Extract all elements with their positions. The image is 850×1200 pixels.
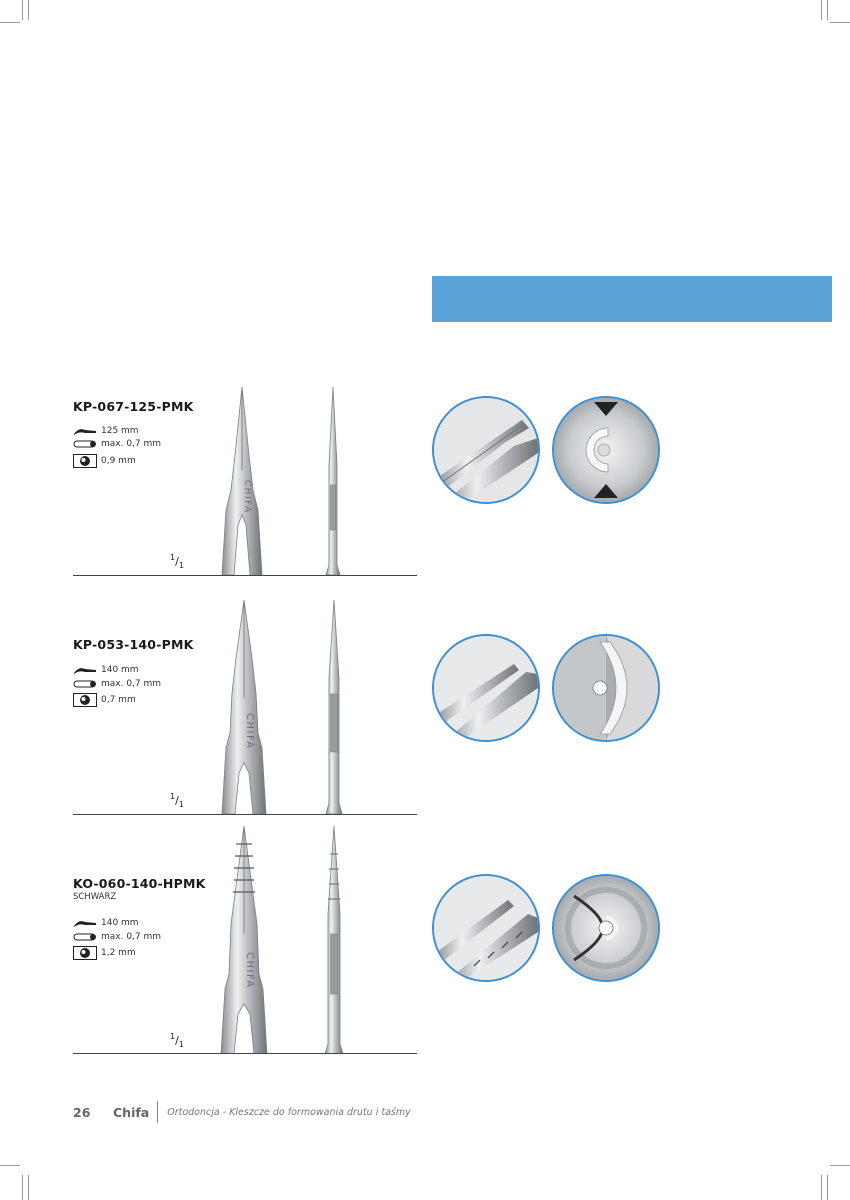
- tip-value: 0,7 mm: [101, 695, 136, 705]
- crop-mark: [28, 1175, 29, 1200]
- page-number: 26: [73, 1104, 91, 1120]
- scale-numerator: 1: [170, 792, 176, 801]
- detail-jaw-profile: [552, 874, 660, 982]
- plier-length-icon: [73, 916, 99, 930]
- section-title: Ortodoncja - Kleszcze do formowania drutu i taśmy: [167, 1106, 411, 1118]
- plier-front-view: [212, 824, 276, 1054]
- tool-engraving: CHIFA: [244, 713, 255, 750]
- wire-max-value: max. 0,7 mm: [101, 932, 162, 942]
- length-value: 125 mm: [101, 426, 139, 436]
- scale-numerator: 1: [170, 1032, 176, 1041]
- tool-engraving: CHIFA: [242, 480, 252, 514]
- product-variant: SCHWARZ: [73, 892, 117, 902]
- wire-max-value: max. 0,7 mm: [101, 439, 162, 449]
- plier-side-view: [318, 385, 348, 575]
- tip-value: 1,2 mm: [101, 948, 136, 958]
- crop-mark: [0, 1165, 20, 1166]
- detail-jaw-tips: [432, 634, 540, 742]
- footer-divider: [157, 1101, 158, 1123]
- scale-denominator: 1: [178, 561, 184, 570]
- row-divider: [73, 814, 417, 815]
- spec-wire: [73, 930, 161, 944]
- crop-mark: [0, 22, 20, 23]
- spec-wire: [73, 437, 161, 451]
- tip-diameter-icon: [73, 693, 99, 707]
- product-code: KO-060-140-HPMK: [73, 876, 206, 891]
- crop-mark: [827, 1175, 828, 1200]
- spec-tip: [73, 946, 136, 960]
- spec-length: [73, 916, 139, 930]
- crop-mark: [22, 0, 23, 20]
- plier-side-view: [318, 598, 350, 814]
- length-value: 140 mm: [101, 918, 139, 928]
- scale-denominator: 1: [178, 800, 184, 809]
- row-divider: [73, 575, 417, 576]
- scale-label: $^1/_1$: [170, 1032, 184, 1049]
- brand-name: Chifa: [113, 1104, 150, 1120]
- plier-front-view: [212, 598, 276, 814]
- crop-mark: [821, 1175, 822, 1200]
- plier-side-view: [318, 824, 350, 1054]
- tool-engraving: CHIFA: [244, 952, 255, 989]
- row-divider: [73, 1053, 417, 1054]
- product-code: KP-053-140-PMK: [73, 637, 194, 652]
- tip-diameter-icon: [73, 454, 99, 468]
- scale-label: $^1/_1$: [170, 553, 184, 570]
- length-value: 140 mm: [101, 665, 139, 675]
- tip-value: 0,9 mm: [101, 456, 136, 466]
- crop-mark: [830, 1165, 850, 1166]
- plier-length-icon: [73, 663, 99, 677]
- spec-tip: [73, 693, 136, 707]
- tip-diameter-icon: [73, 946, 99, 960]
- page-footer: [73, 1103, 411, 1121]
- spec-length: [73, 663, 139, 677]
- detail-jaw-tips: [432, 396, 540, 504]
- crop-mark: [830, 22, 850, 23]
- crop-mark: [821, 0, 822, 20]
- wire-max-value: max. 0,7 mm: [101, 679, 162, 689]
- scale-denominator: 1: [178, 1040, 184, 1049]
- wire-diameter-icon: [73, 437, 99, 451]
- wire-diameter-icon: [73, 930, 99, 944]
- plier-length-icon: [73, 424, 99, 438]
- detail-jaw-profile: [552, 396, 660, 504]
- detail-jaw-profile: [552, 634, 660, 742]
- product-code: KP-067-125-PMK: [73, 399, 194, 414]
- header-band: [432, 276, 832, 322]
- wire-diameter-icon: [73, 677, 99, 691]
- detail-jaw-tips: [432, 874, 540, 982]
- crop-mark: [28, 0, 29, 20]
- crop-mark: [22, 1175, 23, 1200]
- crop-mark: [827, 0, 828, 20]
- spec-length: [73, 424, 139, 438]
- scale-label: $^1/_1$: [170, 792, 184, 809]
- spec-tip: [73, 454, 136, 468]
- plier-front-view: [212, 385, 272, 575]
- spec-wire: [73, 677, 161, 691]
- scale-numerator: 1: [170, 553, 176, 562]
